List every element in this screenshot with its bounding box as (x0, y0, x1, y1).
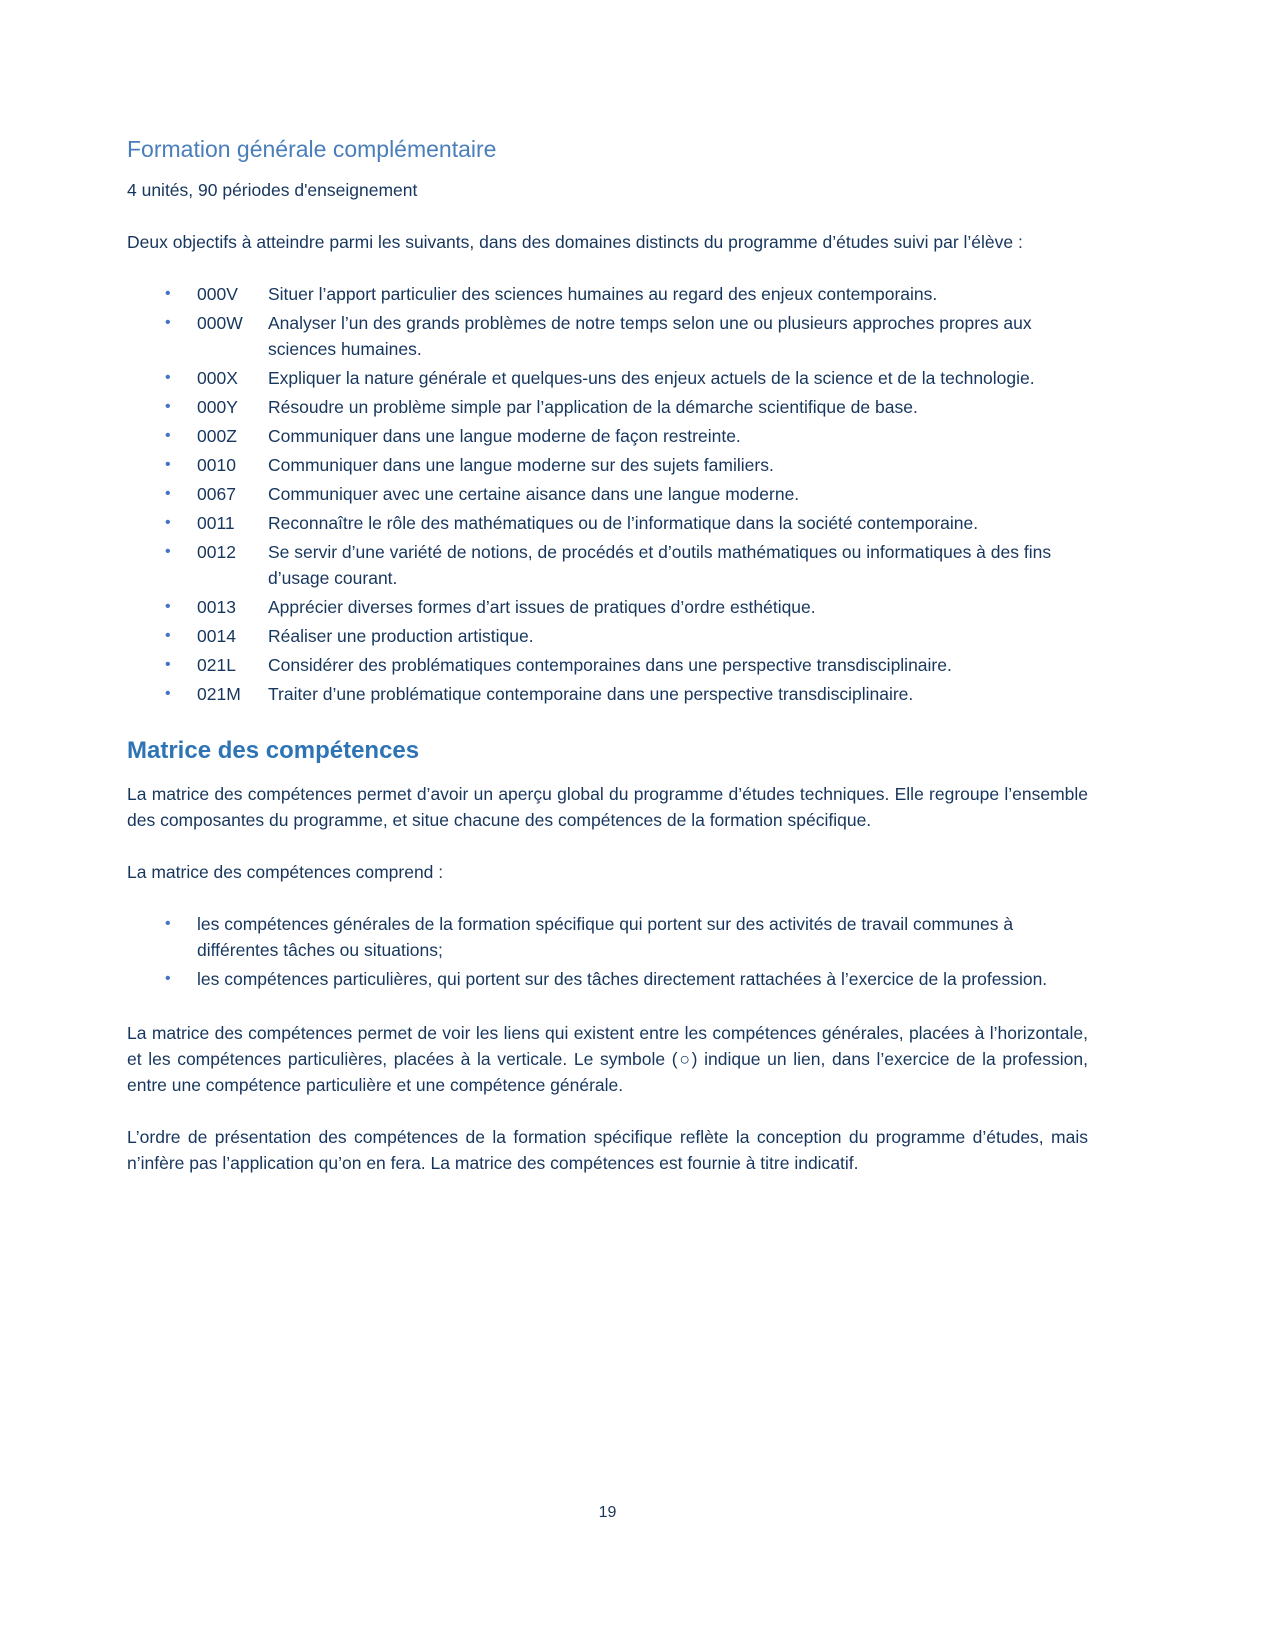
objective-code: 0010 (197, 455, 236, 475)
objective-text: Situer l’apport particulier des sciences humaines au regard des enjeux contemporains. (268, 284, 938, 304)
objective-code: 0067 (197, 484, 236, 504)
objective-code: 000Y (197, 397, 238, 417)
objective-item (165, 681, 1088, 707)
objective-item (165, 452, 1088, 478)
objective-code: 0013 (197, 597, 236, 617)
bullet-icon: • (165, 485, 171, 502)
objective-text: Se servir d’une variété de notions, de procédés et d’outils mathématiques ou informatiques à des fins d’usage courant. (268, 542, 1052, 588)
bullet-icon: • (165, 970, 171, 987)
objective-text: Traiter d’une problématique contemporaine dans une perspective transdisciplinaire. (268, 684, 914, 704)
objective-item (165, 652, 1088, 678)
bullet-icon: • (165, 656, 171, 673)
matrice-paragraph-1: La matrice des compétences permet d’avoir un aperçu global du programme d’études techniques. Elle regroupe l’ensemble des composantes du programme, et situe chacune des compétences de la formation spécifique. (127, 784, 1088, 830)
objective-item (165, 423, 1088, 449)
objective-item (165, 310, 1088, 362)
list-item (165, 911, 1088, 963)
section-formation-generale (127, 136, 1088, 707)
objective-code: 0012 (197, 542, 236, 562)
objective-code: 0011 (197, 513, 235, 533)
objective-code: 000Z (197, 426, 237, 446)
objective-code: 000V (197, 284, 238, 304)
objective-item (165, 594, 1088, 620)
objective-code: 000X (197, 368, 238, 388)
objectives-list (165, 281, 1088, 707)
objective-item (165, 510, 1088, 536)
matrice-bullet-list (165, 911, 1088, 992)
objective-text: Communiquer dans une langue moderne de façon restreinte. (268, 426, 741, 446)
objective-text: Considérer des problématiques contemporaines dans une perspective transdisciplinaire. (268, 655, 952, 675)
matrice-paragraph-3: L’ordre de présentation des compétences de la formation spécifique reflète la conception du programme d’études, mais n’infère pas l’application qu’on en fera. La matrice des compétences est fournie à titre indicatif. (127, 1127, 1088, 1173)
section-title-matrice: Matrice des compétences (127, 737, 420, 764)
objective-item (165, 623, 1088, 649)
bullet-icon: • (165, 543, 171, 560)
objective-item (165, 365, 1088, 391)
bullet-icon: • (165, 915, 171, 932)
objective-text: Réaliser une production artistique. (268, 626, 534, 646)
matrice-paragraph-2: La matrice des compétences permet de voir les liens qui existent entre les compétences générales, placées à l’horizontale, et les compétences particulières, placées à la verticale. Le symbole (○) indique un lien, dans l’exercice de la profession, entre une compétence particulière et une compétence générale. (127, 1023, 1088, 1095)
bullet-icon: • (165, 456, 171, 473)
objective-item (165, 281, 1088, 307)
list-item-text: les compétences générales de la formation spécifique qui portent sur des activités de travail communes à différentes tâches ou situations; (197, 914, 1014, 960)
objective-text: Communiquer dans une langue moderne sur des sujets familiers. (268, 455, 774, 475)
bullet-icon: • (165, 685, 171, 702)
objective-item (165, 481, 1088, 507)
intro-paragraph: Deux objectifs à atteindre parmi les suivants, dans des domaines distincts du programme d’études suivi par l’élève : (127, 232, 1023, 252)
section-title-formation: Formation générale complémentaire (127, 136, 497, 162)
matrice-list-intro: La matrice des compétences comprend : (127, 862, 444, 882)
bullet-icon: • (165, 598, 171, 615)
objective-code: 000W (197, 313, 243, 333)
bullet-icon: • (165, 514, 171, 531)
section-matrice-competences (127, 737, 1088, 1176)
objective-item (165, 539, 1088, 591)
objective-text: Analyser l’un des grands problèmes de notre temps selon une ou plusieurs approches propres aux sciences humaines. (268, 313, 1032, 359)
objective-code: 021L (197, 655, 236, 675)
bullet-icon: • (165, 627, 171, 644)
bullet-icon: • (165, 285, 171, 302)
bullet-icon: • (165, 427, 171, 444)
objective-text: Apprécier diverses formes d’art issues de pratiques d’ordre esthétique. (268, 597, 816, 617)
objective-text: Communiquer avec une certaine aisance dans une langue moderne. (268, 484, 800, 504)
objective-text: Reconnaître le rôle des mathématiques ou de l’informatique dans la société contemporaine. (268, 513, 979, 533)
bullet-icon: • (165, 398, 171, 415)
objective-code: 0014 (197, 626, 236, 646)
objective-text: Expliquer la nature générale et quelques-uns des enjeux actuels de la science et de la technologie. (268, 368, 1035, 388)
bullet-icon: • (165, 369, 171, 386)
objective-item (165, 394, 1088, 420)
objective-text: Résoudre un problème simple par l’application de la démarche scientifique de base. (268, 397, 918, 417)
objective-code: 021M (197, 684, 241, 704)
bullet-icon: • (165, 314, 171, 331)
list-item (165, 966, 1088, 992)
list-item-text: les compétences particulières, qui portent sur des tâches directement rattachées à l’exercice de la profession. (197, 969, 1048, 989)
page-number: 19 (598, 1504, 617, 1521)
section-subtitle-units: 4 unités, 90 périodes d'enseignement (127, 180, 418, 200)
